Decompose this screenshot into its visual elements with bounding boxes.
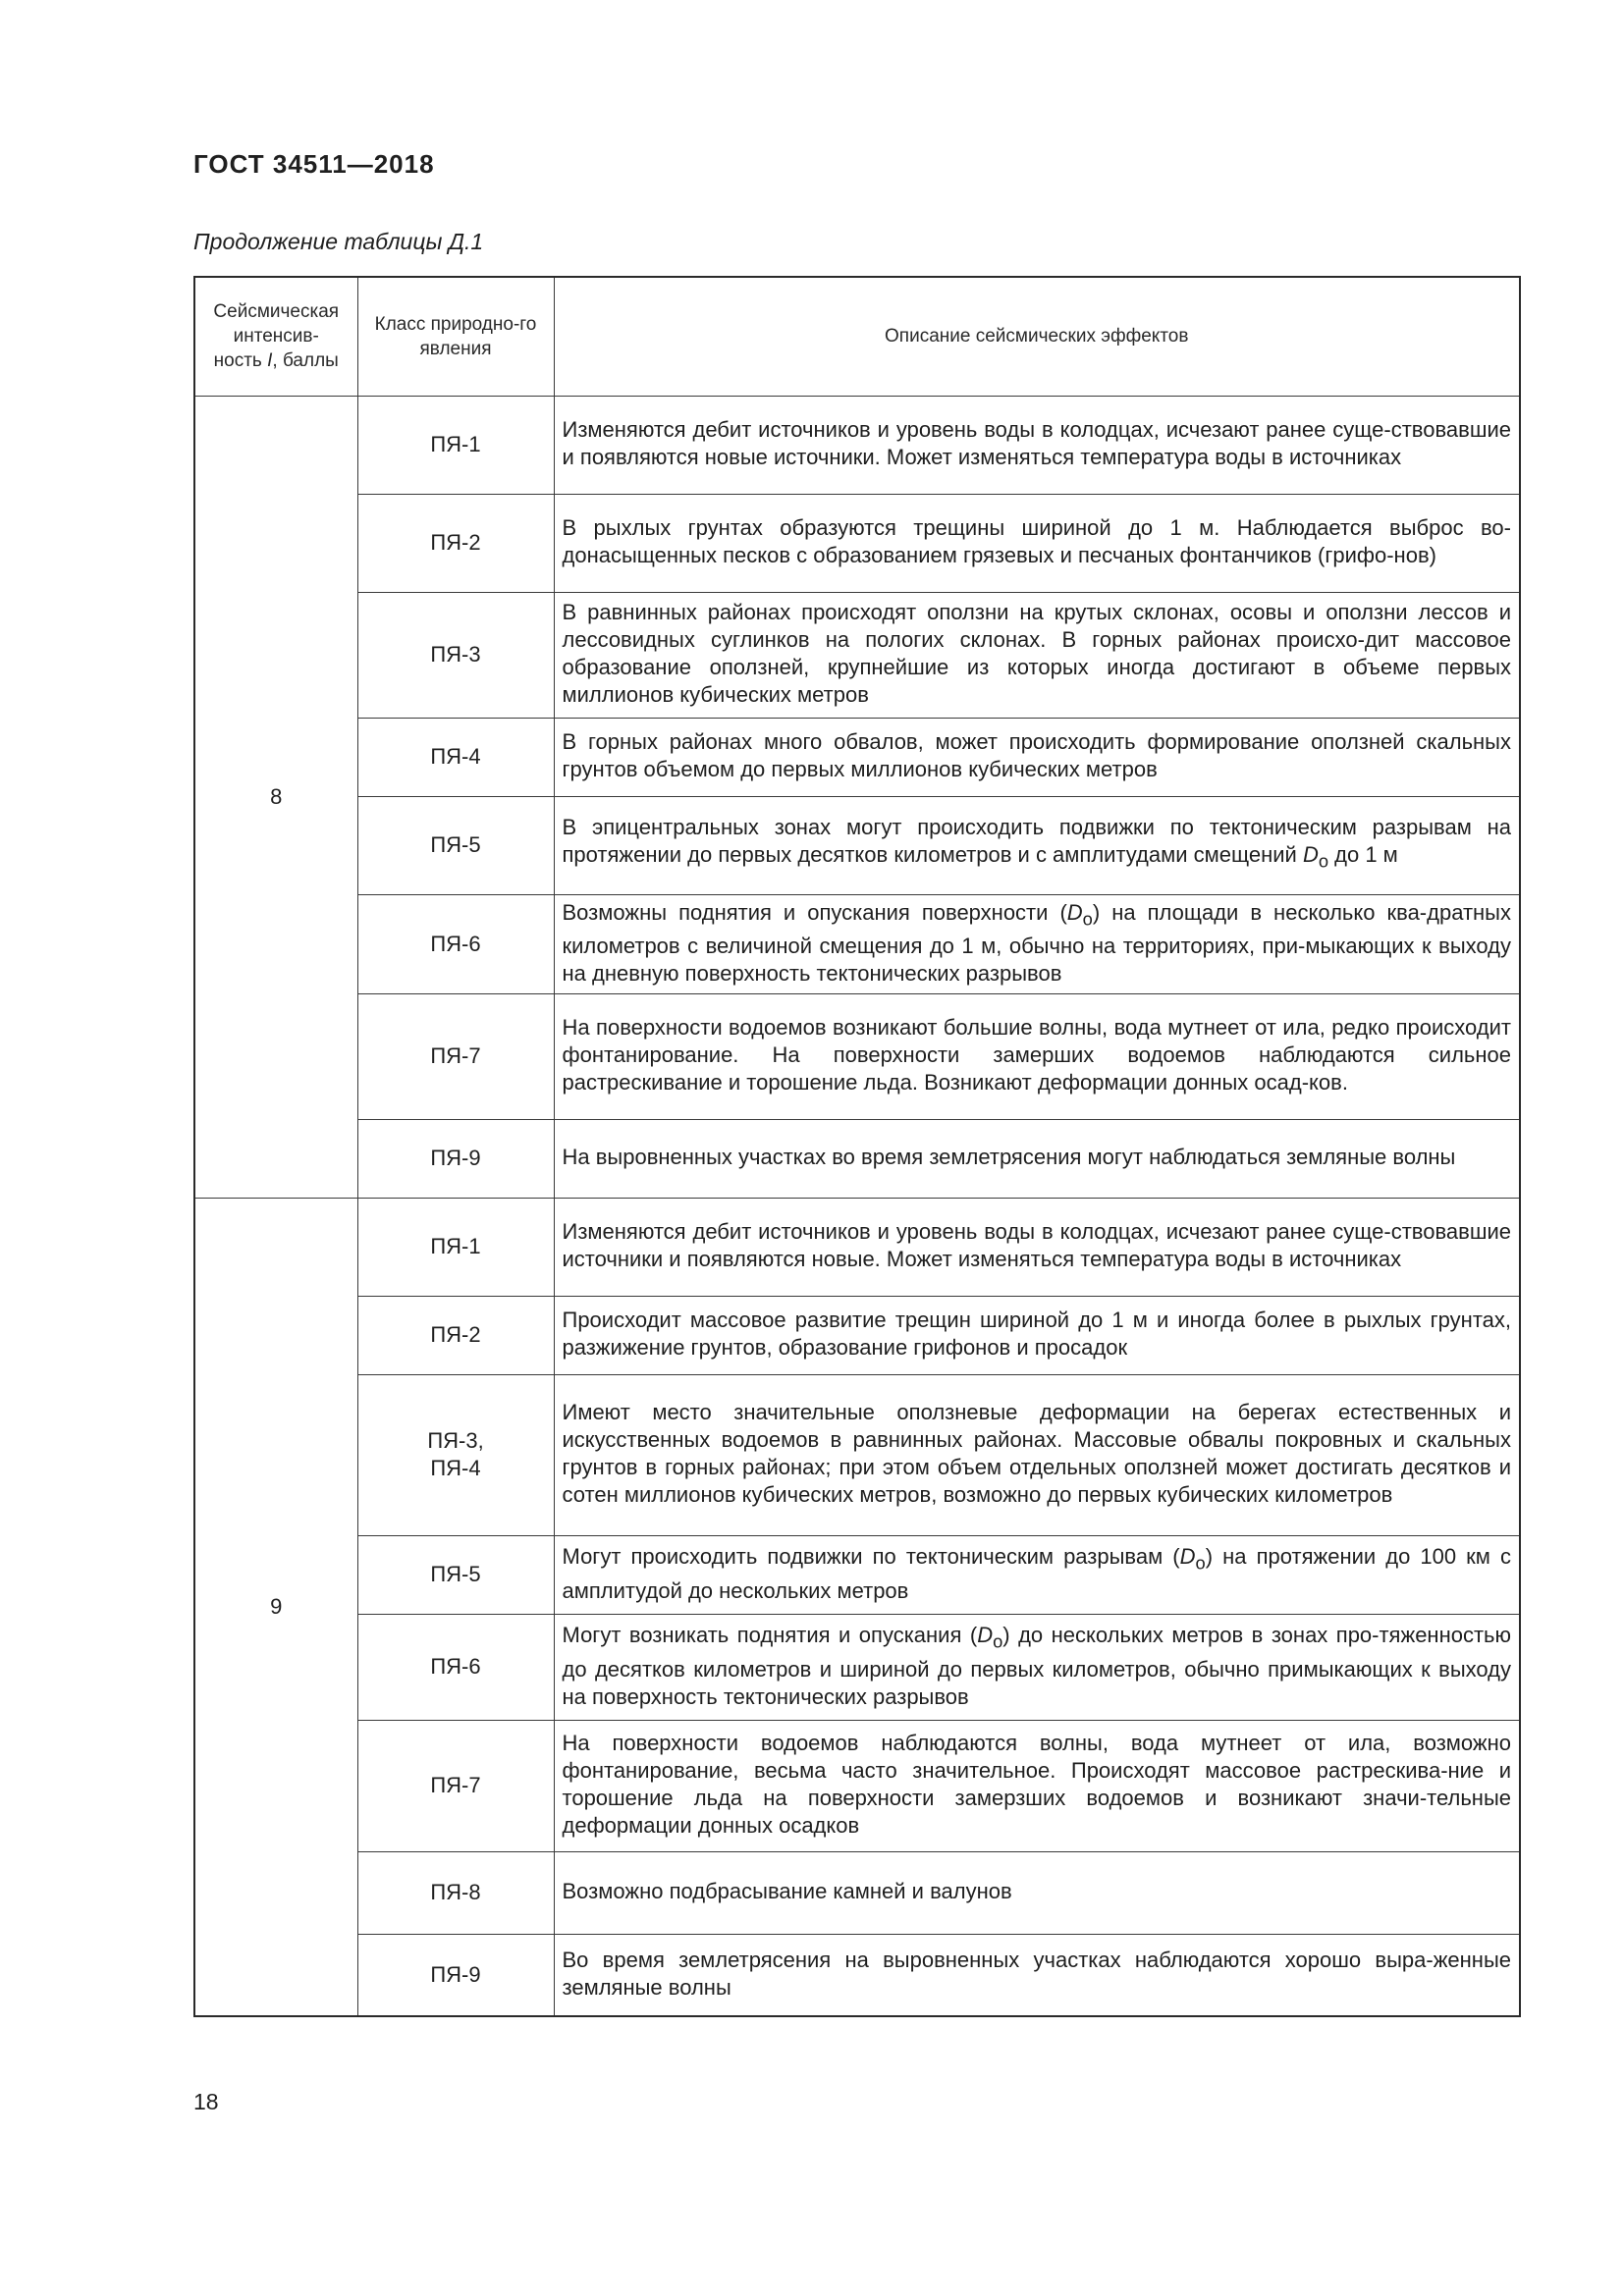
class-cell: ПЯ-7 — [357, 1720, 554, 1851]
description-cell: Имеют место значительные оползневые деформации на берегах естественных и искусственных водоемов в равнинных районах. Массовые обвалы покровных и скальных грунтов в горных районах; при этом объем отдельных оползней может достигать десятков и сотен миллионов кубических метров, возможно до первых кубических километров — [554, 1374, 1520, 1535]
table-row — [194, 1934, 1520, 2016]
table-row — [194, 1374, 1520, 1535]
description-cell: Могут происходить подвижки по тектоническим разрывам $(D_о)$ на протяжении до 100 км с амплитудой до нескольких метров — [554, 1535, 1520, 1614]
table-row — [194, 1614, 1520, 1720]
table-row — [194, 1720, 1520, 1851]
class-cell: ПЯ-9 — [357, 1934, 554, 2016]
class-cell: ПЯ-1 — [357, 1198, 554, 1296]
class-cell: ПЯ-1 — [357, 396, 554, 494]
table-row — [194, 1119, 1520, 1198]
description-cell: Возможно подбрасывание камней и валунов — [554, 1851, 1520, 1934]
class-cell: ПЯ-6 — [357, 1614, 554, 1720]
table-row — [194, 894, 1520, 993]
table-caption: Продолжение таблицы Д.1 — [193, 229, 484, 254]
class-cell: ПЯ-2 — [357, 1296, 554, 1374]
description-cell: Возможны поднятия и опускания поверхности $(D_о)$ на площади в несколько ква-дратных километров с величиной смещения до 1 м, обычно на территориях, при-мыкающих к выходу на дневную поверхность тектонических разрывов — [554, 894, 1520, 993]
description-cell: Во время землетрясения на выровненных участках наблюдаются хорошо выра-женные земляные волны — [554, 1934, 1520, 2016]
description-cell: В эпицентральных зонах могут происходить подвижки по тектоническим разрывам на протяжении до первых десятков километров и с амплитудами смещений $D_о$ до 1 м — [554, 796, 1520, 894]
page-number: 18 — [193, 2089, 219, 2114]
class-cell: ПЯ-5 — [357, 1535, 554, 1614]
table-row — [194, 718, 1520, 796]
class-cell: ПЯ-3 — [357, 592, 554, 718]
description-cell: На поверхности водоемов наблюдаются волны, вода мутнеет от ила, возможно фонтанирование, весьма часто значительное. Происходят массовое растрескива-ние и торошение льда на поверхности замерзших водоемов и возникают значи-тельные деформации донных осадков — [554, 1720, 1520, 1851]
intensity-cell: 9 — [194, 1198, 357, 2016]
table-row — [194, 592, 1520, 718]
header-class: Класс природно-го явления — [357, 277, 554, 396]
table-row — [194, 1535, 1520, 1614]
intensity-cell: 8 — [194, 396, 357, 1198]
class-cell: ПЯ-2 — [357, 494, 554, 592]
description-cell: Изменяются дебит источников и уровень воды в колодцах, исчезают ранее суще-ствовавшие источники и появляются новые. Может изменяться температура воды в источниках — [554, 1198, 1520, 1296]
table-row — [194, 993, 1520, 1119]
seismic-effects-table — [193, 276, 1521, 2017]
table-header-row — [194, 277, 1520, 396]
class-cell: ПЯ-9 — [357, 1119, 554, 1198]
description-cell: Происходит массовое развитие трещин шириной до 1 м и иногда более в рыхлых грунтах, разжижение грунтов, образование грифонов и просадок — [554, 1296, 1520, 1374]
description-cell: Могут возникать поднятия и опускания $(D_о)$ до нескольких метров в зонах про-тяженностью до десятков километров и шириной до первых километров, обычно примыкающих к выходу на поверхность тектонических разрывов — [554, 1614, 1520, 1720]
class-cell: ПЯ-4 — [357, 718, 554, 796]
table-row — [194, 494, 1520, 592]
table-row — [194, 796, 1520, 894]
document-header: ГОСТ 34511—2018 — [193, 149, 435, 179]
header-description: Описание сейсмических эффектов — [554, 277, 1520, 396]
class-cell: ПЯ-3, ПЯ-4 — [357, 1374, 554, 1535]
description-cell: Изменяются дебит источников и уровень воды в колодцах, исчезают ранее суще-ствовавшие и появляются новые источники. Может изменяться температура воды в источниках — [554, 396, 1520, 494]
description-cell: В равнинных районах происходят оползни на крутых склонах, осовы и оползни лессов и лессовидных суглинков на пологих склонах. В горных районах происхо-дит массовое образование оползней, крупнейшие из которых иногда достигают в объеме первых миллионов кубических метров — [554, 592, 1520, 718]
class-cell: ПЯ-5 — [357, 796, 554, 894]
class-cell: ПЯ-8 — [357, 1851, 554, 1934]
class-cell: ПЯ-6 — [357, 894, 554, 993]
header-intensity: Сейсмическая интенсив- ность I, баллы — [194, 277, 357, 396]
description-cell: В рыхлых грунтах образуются трещины шириной до 1 м. Наблюдается выброс во-донасыщенных песков с образованием грязевых и песчаных фонтанчиков (грифо-нов) — [554, 494, 1520, 592]
description-cell: В горных районах много обвалов, может происходить формирование оползней скальных грунтов объемом до первых миллионов кубических метров — [554, 718, 1520, 796]
class-cell: ПЯ-7 — [357, 993, 554, 1119]
table-row — [194, 1296, 1520, 1374]
description-cell: На выровненных участках во время землетрясения могут наблюдаться земляные волны — [554, 1119, 1520, 1198]
table-row — [194, 396, 1520, 494]
table-row — [194, 1851, 1520, 1934]
description-cell: На поверхности водоемов возникают большие волны, вода мутнеет от ила, редко происходит фонтанирование. На поверхности замерших водоемов наблюдаются сильное растрескивание и торошение льда. Возникают деформации донных осад-ков. — [554, 993, 1520, 1119]
table-row — [194, 1198, 1520, 1296]
